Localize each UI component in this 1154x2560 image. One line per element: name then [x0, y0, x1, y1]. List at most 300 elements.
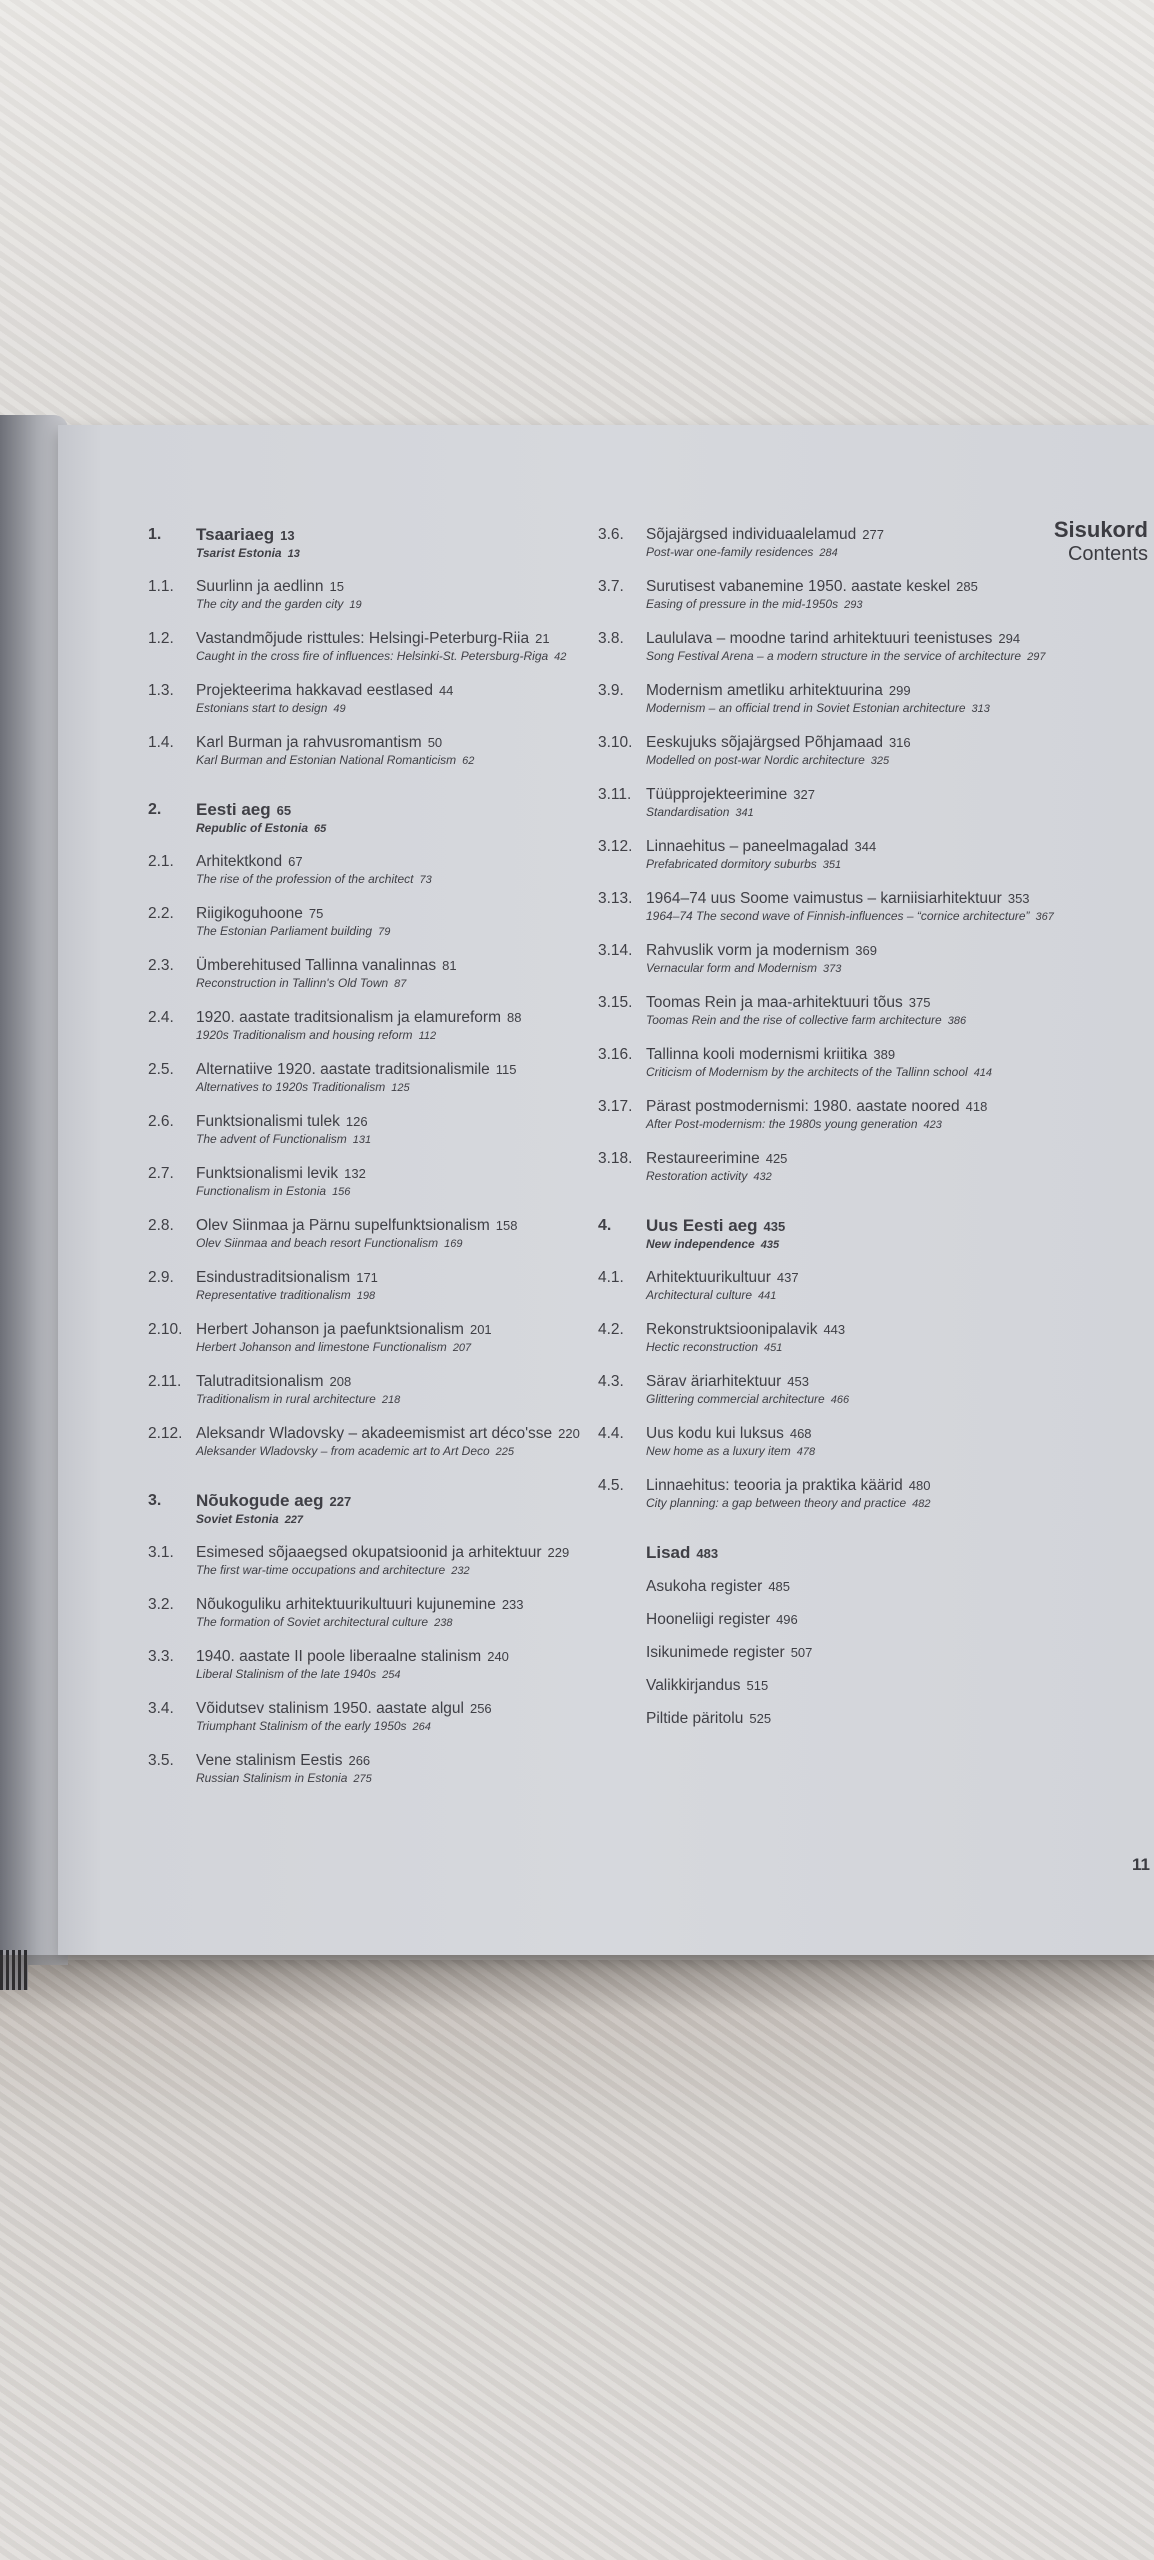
entry-title-text: Tallinna kooli modernismi kriitika — [646, 1046, 868, 1063]
entry-title — [196, 852, 618, 871]
toc-entry — [598, 837, 1068, 874]
entry-number — [598, 1543, 646, 1563]
entry-page: 50 — [427, 735, 443, 750]
entry-subtitle — [196, 700, 618, 718]
entry-title-text: Aleksandr Wladovsky – akadeemismist art déco'sse — [196, 1425, 553, 1442]
entry-page: 435 — [763, 1219, 786, 1234]
toc-entry — [148, 1751, 618, 1788]
entry-body — [196, 1112, 618, 1149]
entry-subtitle-page: 207 — [452, 1342, 472, 1354]
entry-number: 2.1. — [148, 853, 174, 870]
entry-title-text: Laululava – moodne tarind arhitektuuri teenistuses — [646, 630, 993, 647]
entry-title-text: Vene stalinism Eestis — [196, 1752, 343, 1769]
entry-title — [646, 629, 1068, 648]
entry-title — [196, 956, 618, 975]
entry-title-text: Uus Eesti aeg — [646, 1216, 758, 1235]
entry-subtitle-page: 232 — [451, 1565, 470, 1577]
entry-subtitle — [196, 1562, 618, 1580]
entry-subtitle — [646, 960, 1068, 978]
entry-subtitle — [646, 1495, 1068, 1513]
entry-title — [196, 1595, 618, 1614]
appendix-title: Valikkirjandus — [646, 1677, 741, 1694]
entry-body — [646, 1320, 1068, 1357]
chapter-heading — [148, 525, 618, 563]
page-shadow — [0, 1955, 1154, 2015]
entry-subtitle — [196, 1131, 618, 1149]
entry-subtitle-text: Functionalism in Estonia — [196, 1184, 327, 1198]
appendix-page: 485 — [768, 1579, 791, 1594]
entry-subtitle-page: 62 — [462, 755, 475, 767]
toc-entry — [598, 1097, 1068, 1134]
entry-body — [646, 1045, 1068, 1082]
entry-title — [196, 525, 618, 545]
entry-page: 353 — [1007, 891, 1030, 906]
entry-title-text: 1940. aastate II poole liberaalne stalinism — [196, 1648, 482, 1665]
toc-entry — [148, 1060, 618, 1097]
entry-body — [646, 837, 1068, 874]
entry-subtitle-text: Republic of Estonia — [196, 821, 309, 835]
chapter-heading — [148, 1491, 618, 1529]
toc-entry — [148, 1008, 618, 1045]
entry-body — [196, 733, 618, 770]
entry-subtitle-page: 275 — [353, 1773, 372, 1785]
entry-subtitle — [196, 1027, 618, 1045]
entry-subtitle-page: 225 — [495, 1446, 515, 1458]
entry-number: 3.18. — [598, 1150, 633, 1167]
appendix-title: Piltide päritolu — [646, 1710, 744, 1727]
entry-body — [196, 629, 618, 666]
appendix-title: Hooneliigi register — [646, 1611, 771, 1628]
entry-subtitle-page: 112 — [418, 1030, 437, 1042]
toc-entry — [148, 904, 618, 941]
toc-entry — [598, 889, 1068, 926]
entry-subtitle — [196, 1770, 618, 1788]
entry-page: 13 — [280, 528, 295, 543]
entry-body — [196, 1164, 618, 1201]
entry-number: 2.7. — [148, 1165, 174, 1182]
entry-body — [196, 800, 618, 838]
entry-number: 1.2. — [148, 630, 174, 647]
entry-number: 2.10. — [148, 1321, 183, 1338]
toc-entry — [598, 1045, 1068, 1082]
toc-entry — [598, 785, 1068, 822]
entry-subtitle — [196, 1287, 618, 1305]
entry-subtitle-page: 441 — [758, 1290, 777, 1302]
entry-title-text: Võidutsev stalinism 1950. aastate algul — [196, 1700, 464, 1717]
entry-subtitle-text: Estonians start to design — [196, 701, 328, 715]
toc-entry — [598, 629, 1068, 666]
entry-body — [196, 1372, 618, 1409]
entry-subtitle-text: Tsarist Estonia — [196, 546, 282, 560]
entry-number: 4.4. — [598, 1425, 624, 1442]
toc-entry — [148, 1699, 618, 1736]
entry-page: 443 — [823, 1322, 846, 1337]
entry-number: 1.3. — [148, 682, 174, 699]
toc-entry — [598, 733, 1068, 770]
entry-body — [646, 1372, 1068, 1409]
entry-title-text: Rekonstruktsioonipalavik — [646, 1321, 818, 1338]
chapter-heading — [598, 1216, 1068, 1254]
entry-body — [196, 1424, 618, 1461]
entry-number: 3.16. — [598, 1046, 633, 1063]
entry-subtitle-page: 293 — [844, 599, 863, 611]
entry-subtitle — [646, 856, 1068, 874]
toc-entry — [148, 1216, 618, 1253]
toc-entry — [148, 852, 618, 889]
entry-body — [196, 525, 618, 563]
entry-number: 3.5. — [148, 1752, 174, 1769]
entry-number: 3.6. — [598, 526, 624, 543]
entry-page: 158 — [495, 1218, 518, 1233]
entry-title — [196, 733, 618, 752]
entry-subtitle — [196, 975, 618, 993]
entry-number: 3.17. — [598, 1098, 633, 1115]
entry-title — [196, 1268, 618, 1287]
entry-title — [196, 1424, 618, 1443]
entry-title-text: Vastandmõjude risttules: Helsingi-Peterburg-Riia — [196, 630, 530, 647]
entry-subtitle-text: Vernacular form and Modernism — [646, 961, 817, 975]
entry-title — [196, 1164, 618, 1183]
toc-entry — [598, 1476, 1068, 1513]
entry-page: 425 — [765, 1151, 788, 1166]
entry-subtitle — [196, 1339, 618, 1357]
toc-entry — [598, 577, 1068, 614]
toc-entry — [148, 1372, 618, 1409]
entry-number: 2.5. — [148, 1061, 174, 1078]
entry-page: 299 — [888, 683, 911, 698]
entry-body — [196, 577, 618, 614]
entry-subtitle-page: 156 — [332, 1186, 351, 1198]
entry-number: 4.2. — [598, 1321, 624, 1338]
entry-page: 389 — [873, 1047, 896, 1062]
entry-title-text: Toomas Rein ja maa-arhitektuuri tõus — [646, 994, 903, 1011]
entry-body — [196, 1008, 618, 1045]
entry-subtitle-text: Triumphant Stalinism of the early 1950s — [196, 1719, 407, 1733]
entry-title-text: Linnaehitus – paneelmagalad — [646, 838, 849, 855]
entry-title — [646, 577, 1068, 596]
entry-subtitle-page: 313 — [971, 703, 990, 715]
entry-page: 327 — [793, 787, 815, 802]
entry-subtitle-text: New home as a luxury item — [646, 1444, 791, 1458]
toc-entry — [598, 993, 1068, 1030]
entry-title-text: Särav äriarhitektuur — [646, 1373, 782, 1390]
entry-body — [646, 993, 1068, 1030]
entry-subtitle — [196, 1183, 618, 1201]
entry-title-text: Surutisest vabanemine 1950. aastate keskel — [646, 578, 951, 595]
entry-title — [646, 1372, 1068, 1391]
entry-subtitle-page: 42 — [554, 651, 567, 663]
toc-entry — [148, 1647, 618, 1684]
entry-subtitle-text: Traditionalism in rural architecture — [196, 1392, 376, 1406]
entry-page: 294 — [998, 631, 1021, 646]
entry-page: 277 — [862, 527, 884, 542]
entry-subtitle — [646, 1287, 1068, 1305]
entry-subtitle — [646, 1064, 1068, 1082]
entry-subtitle-text: The city and the garden city — [196, 597, 344, 611]
entry-subtitle-text: Aleksander Wladovsky – from academic art to Art Deco — [196, 1444, 490, 1458]
entry-subtitle-page: 435 — [760, 1239, 780, 1251]
appendix-entry — [646, 1709, 1068, 1728]
entry-subtitle — [196, 1666, 618, 1684]
entry-page: 227 — [329, 1494, 352, 1509]
entry-title-text: Alternatiive 1920. aastate traditsionalismile — [196, 1061, 490, 1078]
entry-title-text: Uus kodu kui luksus — [646, 1425, 784, 1442]
toc-entry — [148, 1424, 618, 1461]
entry-title — [196, 1647, 618, 1666]
entry-title-text: Herbert Johanson ja paefunktsionalism — [196, 1321, 464, 1338]
entry-subtitle-page: 169 — [444, 1238, 463, 1250]
entry-number: 1.1. — [148, 578, 174, 595]
right-column — [598, 525, 1068, 1742]
entry-page: 453 — [787, 1374, 809, 1389]
entry-subtitle-text: Liberal Stalinism of the late 1940s — [196, 1667, 377, 1681]
appendix-page: 507 — [790, 1645, 813, 1660]
entry-title-text: Restaureerimine — [646, 1150, 760, 1167]
toc-entry — [148, 1320, 618, 1357]
entry-subtitle-page: 432 — [753, 1171, 772, 1183]
entry-subtitle-text: Criticism of Modernism by the architects of the Tallinn school — [646, 1065, 968, 1079]
heading-estonian: Sisukord — [1053, 517, 1148, 542]
tablecloth-top — [0, 0, 1154, 470]
entry-title-text: Esimesed sõjaaegsed okupatsioonid ja arhitektuur — [196, 1544, 542, 1561]
entry-number: 2.12. — [148, 1425, 183, 1442]
entry-subtitle-text: Post-war one-family residences — [646, 545, 814, 559]
entry-subtitle-text: Song Festival Arena – a modern structure in the service of architecture — [646, 649, 1022, 663]
entry-number: 3.7. — [598, 578, 624, 595]
entry-title-text: Riigikoguhoone — [196, 905, 303, 922]
entry-title — [646, 993, 1068, 1012]
entry-page: 229 — [547, 1545, 570, 1560]
entry-subtitle — [646, 908, 1068, 926]
entry-subtitle-page: 351 — [822, 859, 842, 871]
entry-subtitle-page: 466 — [830, 1394, 850, 1406]
appendix-page: 496 — [776, 1612, 798, 1627]
entry-page: 15 — [329, 579, 345, 594]
entry-title-text: Modernism ametliku arhitektuurina — [646, 682, 883, 699]
entry-number: 2.8. — [148, 1217, 174, 1234]
entry-subtitle-text: Hectic reconstruction — [646, 1340, 759, 1354]
entry-page: 468 — [789, 1426, 812, 1441]
entry-title — [646, 1097, 1068, 1116]
entry-page: 233 — [501, 1597, 524, 1612]
entry-body — [196, 1060, 618, 1097]
entry-title-text: Tüüpprojekteerimine — [646, 786, 788, 803]
entry-subtitle-page: 264 — [412, 1721, 431, 1733]
entry-subtitle-page: 341 — [735, 807, 754, 819]
entry-page: 220 — [558, 1426, 580, 1441]
toc-entry — [598, 1424, 1068, 1461]
entry-subtitle-page: 198 — [356, 1290, 376, 1302]
entry-number: 3.12. — [598, 838, 633, 855]
entry-subtitle — [646, 752, 1068, 770]
entry-body — [196, 1595, 618, 1632]
entry-title-text: Tsaariaeg — [196, 525, 275, 544]
entry-body — [646, 941, 1068, 978]
entry-title-text: Talutraditsionalism — [196, 1373, 324, 1390]
toc-entry — [148, 1112, 618, 1149]
entry-title — [646, 1268, 1068, 1287]
entry-subtitle-text: The Estonian Parliament building — [196, 924, 373, 938]
entry-subtitle-text: Restoration activity — [646, 1169, 748, 1183]
entry-number: 2.4. — [148, 1009, 174, 1026]
entry-subtitle-page: 451 — [764, 1342, 783, 1354]
entry-number: 3.14. — [598, 942, 633, 959]
entry-title — [646, 837, 1068, 856]
entry-body — [646, 577, 1068, 614]
entry-number: 2.11. — [148, 1373, 182, 1390]
entry-number: 3.10. — [598, 734, 633, 751]
entry-subtitle-page: 238 — [434, 1617, 453, 1629]
entry-body — [196, 1216, 618, 1253]
appendix-page: 525 — [749, 1711, 772, 1726]
entry-subtitle — [646, 1168, 1068, 1186]
entry-body — [196, 681, 618, 718]
heading-english: Contents — [1067, 543, 1148, 565]
contents-page — [58, 425, 1154, 1955]
entry-subtitle — [646, 1391, 1068, 1409]
entry-subtitle-page: 13 — [287, 548, 300, 560]
entry-title-text: Pärast postmodernismi: 1980. aastate noored — [646, 1098, 960, 1115]
entry-title-text: 1920. aastate traditsionalism ja elamureform — [196, 1009, 501, 1026]
entry-page: 316 — [888, 735, 911, 750]
entry-number: 4.5. — [598, 1477, 624, 1494]
entry-number: 3.3. — [148, 1648, 174, 1665]
entry-subtitle-text: Soviet Estonia — [196, 1512, 279, 1526]
entry-page: 418 — [965, 1099, 988, 1114]
toc-entry — [598, 1149, 1068, 1186]
entry-body — [196, 1491, 618, 1529]
entry-title — [646, 681, 1068, 700]
entry-body — [646, 629, 1068, 666]
entry-number: 4.3. — [598, 1373, 624, 1390]
entry-title — [646, 1216, 1068, 1236]
appendix-title: Isikunimede register — [646, 1644, 785, 1661]
entry-subtitle — [196, 871, 618, 889]
entry-body — [196, 1268, 618, 1305]
entry-number: 2.9. — [148, 1269, 174, 1286]
entry-subtitle-page: 79 — [378, 926, 391, 938]
entry-subtitle-page: 478 — [796, 1446, 816, 1458]
entry-page: 132 — [344, 1166, 366, 1181]
entry-subtitle-text: Glittering commercial architecture — [646, 1392, 825, 1406]
entry-number: 3.15. — [598, 994, 633, 1011]
entry-subtitle — [646, 1443, 1068, 1461]
appendix-page: 515 — [746, 1678, 769, 1693]
entry-page: 375 — [908, 995, 931, 1010]
entry-number: 3. — [148, 1492, 162, 1509]
entry-number: 2.6. — [148, 1113, 174, 1130]
toc-entry — [148, 1268, 618, 1305]
entry-number: 2.2. — [148, 905, 174, 922]
entry-title — [196, 904, 618, 923]
toc-entry — [148, 1164, 618, 1201]
toc-entry — [598, 525, 1068, 562]
entry-subtitle — [196, 545, 618, 563]
entry-subtitle-page: 254 — [382, 1669, 401, 1681]
entry-title — [196, 629, 618, 648]
entry-title — [196, 1699, 618, 1718]
entry-page: 240 — [487, 1649, 509, 1664]
entry-subtitle-page: 65 — [314, 823, 327, 835]
entry-title — [196, 1543, 618, 1562]
entry-title — [196, 1008, 618, 1027]
entry-subtitle-text: Alternatives to 1920s Traditionalism — [196, 1080, 386, 1094]
entry-title-text: Eesti aeg — [196, 800, 271, 819]
left-column — [148, 525, 618, 1803]
entry-title-text: Arhitektuurikultuur — [646, 1269, 771, 1286]
entry-number: 4.1. — [598, 1269, 624, 1286]
toc-entry — [148, 956, 618, 993]
entry-title-text: Rahvuslik vorm ja modernism — [646, 942, 850, 959]
entry-title — [646, 733, 1068, 752]
entry-subtitle-page: 131 — [352, 1134, 372, 1146]
entry-subtitle-text: The first war-time occupations and architecture — [196, 1563, 446, 1577]
entry-subtitle-text: Reconstruction in Tallinn's Old Town — [196, 976, 389, 990]
entry-subtitle — [196, 648, 618, 666]
entry-title — [646, 1543, 718, 1563]
entry-title — [646, 1476, 1068, 1495]
entry-page: 369 — [855, 943, 877, 958]
entry-subtitle — [646, 804, 1068, 822]
entry-body — [646, 1476, 1068, 1513]
toc-entry — [148, 577, 618, 614]
entry-subtitle-text: 1920s Traditionalism and housing reform — [196, 1028, 413, 1042]
entry-subtitle-page: 373 — [822, 963, 842, 975]
entry-page: 208 — [329, 1374, 352, 1389]
entry-subtitle-page: 386 — [947, 1015, 967, 1027]
entry-subtitle-text: Karl Burman and Estonian National Romanticism — [196, 753, 457, 767]
entry-subtitle — [646, 1116, 1068, 1134]
entry-body — [646, 525, 1068, 562]
entry-subtitle — [196, 596, 618, 614]
page-number: 11 — [1132, 1855, 1150, 1874]
tablecloth-bottom — [0, 1960, 1154, 2560]
entry-page: 44 — [438, 683, 454, 698]
entry-title-text: Lisad — [646, 1543, 691, 1562]
entry-body — [646, 1149, 1068, 1186]
entry-subtitle-text: Toomas Rein and the rise of collective farm architecture — [646, 1013, 942, 1027]
entry-title — [196, 1751, 618, 1770]
entry-subtitle-text: 1964–74 The second wave of Finnish-influences – “cornice architecture” — [646, 909, 1030, 923]
chapter-heading — [148, 800, 618, 838]
entry-title-text: Sõjajärgsed individuaalelamud — [646, 526, 857, 543]
entry-subtitle — [196, 1235, 618, 1253]
entry-page: 437 — [776, 1270, 799, 1285]
entry-page: 126 — [345, 1114, 368, 1129]
entry-title-text: Olev Siinmaa ja Pärnu supelfunktsionalism — [196, 1217, 490, 1234]
entry-subtitle — [196, 1391, 618, 1409]
entry-title-text: Ümberehitused Tallinna vanalinnas — [196, 957, 437, 974]
entry-title-text: Karl Burman ja rahvusromantism — [196, 734, 422, 751]
entry-title — [196, 1112, 618, 1131]
entry-page: 344 — [854, 839, 877, 854]
toc-entry — [598, 1268, 1068, 1305]
entry-title — [196, 1060, 618, 1079]
entry-subtitle — [646, 544, 1068, 562]
entry-body — [646, 1424, 1068, 1461]
entry-page: 115 — [495, 1062, 517, 1077]
entry-body — [196, 1699, 618, 1736]
entry-subtitle-text: Herbert Johanson and limestone Functionalism — [196, 1340, 447, 1354]
entry-title — [196, 1216, 618, 1235]
entry-subtitle-text: Representative traditionalism — [196, 1288, 351, 1302]
entry-number: 4. — [598, 1217, 612, 1234]
entry-number: 3.1. — [148, 1544, 174, 1561]
entry-subtitle-text: Olev Siinmaa and beach resort Functionalism — [196, 1236, 439, 1250]
toc-entry — [598, 1372, 1068, 1409]
entry-subtitle-text: The formation of Soviet architectural culture — [196, 1615, 429, 1629]
entry-title-text: Esindustraditsionalism — [196, 1269, 351, 1286]
